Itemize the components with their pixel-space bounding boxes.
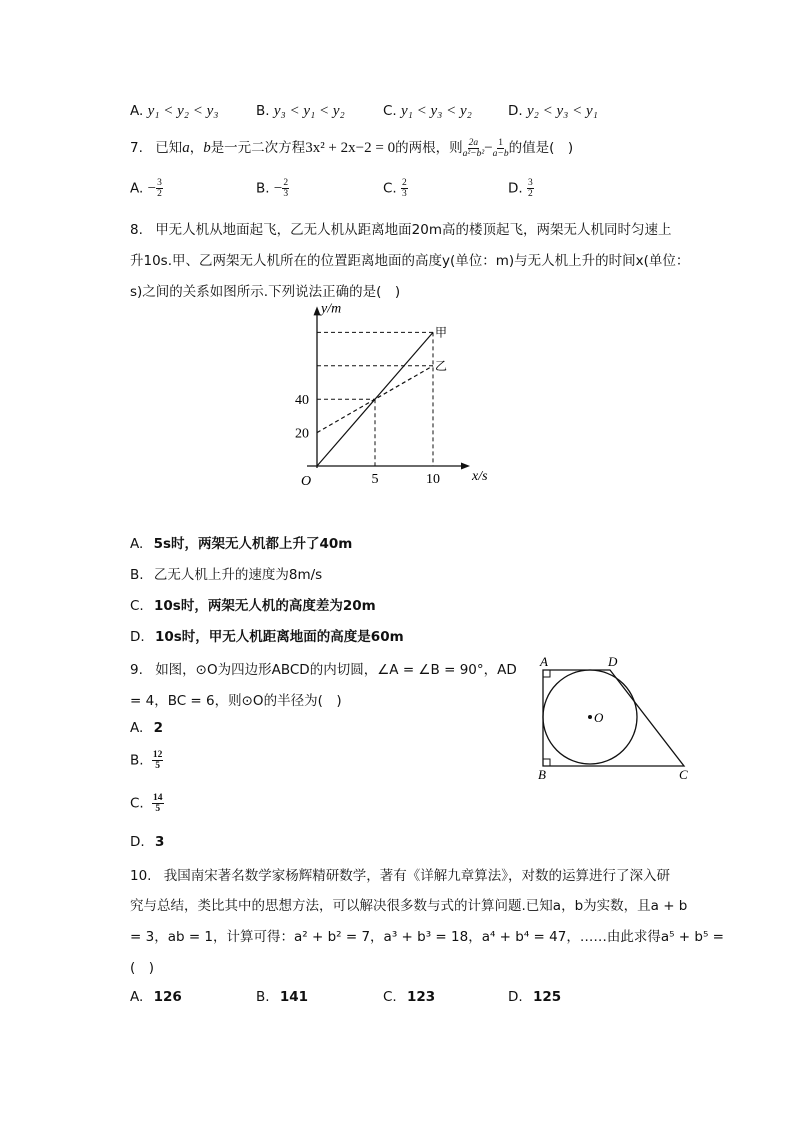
q8-option-a[interactable]: A. 5s时，两架无人机都上升了40m xyxy=(130,536,353,552)
series-label-1: 甲 xyxy=(435,325,448,340)
q9-option-a[interactable]: A. 2 xyxy=(130,720,163,736)
fraction: $\frac{2a}{\text{a²−b²}}$ xyxy=(462,137,485,159)
label-d: D xyxy=(608,654,618,669)
y-tick-label: 20 xyxy=(295,426,309,442)
q8-option-c[interactable]: C. 10s时，两架无人机的高度差为20m xyxy=(130,598,376,614)
q10-option-b[interactable]: B. 141 xyxy=(256,989,309,1005)
q6-option-d[interactable]: D. y₂ < y₃ < y₁ xyxy=(508,103,598,119)
fraction: $\frac{12}{5}$ xyxy=(152,750,163,771)
q9-stem-line1: 9. 如图，⊙O为四边形ABCD的内切圆，∠A = ∠B = 90°，AD xyxy=(130,662,517,678)
q8-stem-line1: 8. 甲无人机从地面起飞，乙无人机从距离地面20m高的楼顶起飞，两架无人机同时匀速上 xyxy=(130,222,672,238)
q10-option-a[interactable]: A. 126 xyxy=(130,989,182,1005)
fraction: $\frac{2}{3}$ xyxy=(402,178,407,199)
q9-option-d[interactable]: D. 3 xyxy=(130,834,165,850)
q8-stem-line2: 升10s.甲、乙两架无人机所在的位置距离地面的高度y(单位：m)与无人机上升的时间x(单位： xyxy=(130,253,690,269)
q7-option-a[interactable]: A. − $\frac{3}{2}$ xyxy=(130,178,162,199)
question-number: 8. xyxy=(130,222,143,238)
question-number: 7. xyxy=(130,140,143,156)
q10-option-c[interactable]: C. 123 xyxy=(383,989,436,1005)
q7-option-d[interactable]: D. $\frac{3}{2}$ xyxy=(508,178,533,199)
y-tick-label: 40 xyxy=(295,393,309,409)
fraction: $\frac{2}{3}$ xyxy=(283,178,289,199)
q9-option-c[interactable]: C. $\frac{14}{5}$ xyxy=(130,793,163,814)
y-axis-arrow xyxy=(314,306,321,315)
origin-label: O xyxy=(301,474,312,489)
q7-stem: 7. 已知a，b是一元二次方程3x² + 2x−2 = 0的两根，则 $\frac{2a}{\text{a²−b²}}$ − $\frac{1}{a-b}$ 的值是( ) xyxy=(130,137,574,159)
q10-option-d[interactable]: D. 125 xyxy=(508,989,562,1005)
x-axis-arrow xyxy=(461,463,470,470)
quadrilateral-abcd xyxy=(543,670,684,766)
label-a: A xyxy=(540,654,548,669)
y-axis-label: y/m xyxy=(321,301,342,317)
q10-stem-line1: 10. 我国南宋著名数学家杨辉精研数学，著有《详解九章算法》，对数的运算进行了深入研 xyxy=(130,868,671,884)
equation: 3x² + 2x−2 = 0 xyxy=(305,140,396,156)
x-tick-label: 5 xyxy=(371,472,379,487)
question-number: 10. xyxy=(130,868,152,884)
fraction: $\frac{14}{5}$ xyxy=(153,793,163,814)
q10-stem-line4: ( ) xyxy=(130,960,155,976)
x-tick-label: 10 xyxy=(426,472,440,487)
height-time-chart xyxy=(290,300,520,500)
q8-option-b[interactable]: B. 乙无人机上升的速度为8m/s xyxy=(130,567,323,583)
question-number: 9. xyxy=(130,662,143,678)
fraction: $\frac{3}{2}$ xyxy=(157,178,162,199)
q6-option-b[interactable]: B. y₃ < y₁ < y₂ xyxy=(256,103,345,119)
q9-option-b[interactable]: B. $\frac{12}{5}$ xyxy=(130,750,163,771)
q6-option-c[interactable]: C. y₁ < y₃ < y₂ xyxy=(383,103,472,119)
q7-option-b[interactable]: B. − $\frac{2}{3}$ xyxy=(256,178,289,199)
fraction: $\frac{3}{2}$ xyxy=(527,178,533,199)
q9-stem-line2: = 4，BC = 6，则⊙O的半径为( ) xyxy=(130,693,342,709)
label-c: C xyxy=(679,767,688,782)
q6-option-a[interactable]: A. y₁ < y₂ < y₃ xyxy=(130,103,219,119)
x-axis-label: x/s xyxy=(472,469,488,484)
q10-stem-line2: 究与总结，类比其中的思想方法，可以解决很多数与式的计算问题.已知a，b为实数，且a + b xyxy=(130,898,688,914)
quadrilateral-incircle-figure xyxy=(532,652,702,784)
q8-option-d[interactable]: D. 10s时，甲无人机距离地面的高度是60m xyxy=(130,629,404,645)
q7-option-c[interactable]: C. $\frac{2}{3}$ xyxy=(383,178,407,199)
series-label-2: 乙 xyxy=(435,358,448,373)
right-angle-mark-b xyxy=(543,759,550,766)
label-o: O xyxy=(594,710,604,725)
right-angle-mark-a xyxy=(543,670,550,677)
q10-stem-line3: = 3，ab = 1，计算可得：a² + b² = 7，a³ + b³ = 18，a⁴ + b⁴ = 47，……由此求得a⁵ + b⁵ = xyxy=(130,929,724,945)
q8-stem-line3: s)之间的关系如图所示.下列说法正确的是( ) xyxy=(130,284,401,300)
label-b: B xyxy=(538,767,546,782)
center-point xyxy=(588,715,592,719)
fraction: $\frac{1}{a-b}$ xyxy=(492,137,509,159)
